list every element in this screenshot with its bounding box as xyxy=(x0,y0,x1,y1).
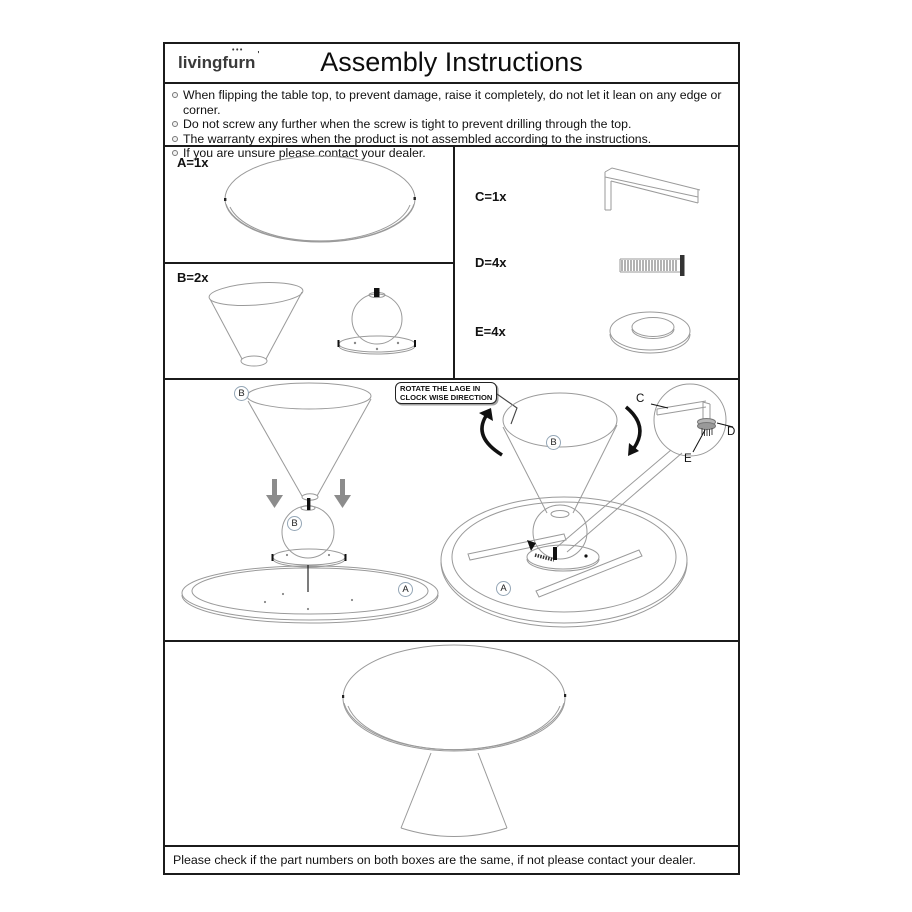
warning-item xyxy=(169,88,732,117)
leg-parts-drawing xyxy=(165,264,453,376)
bullet-icon xyxy=(172,92,178,98)
footer-text: Please check if the part numbers on both boxes are the same, if not please contact your dealer. xyxy=(173,853,696,867)
footer-note xyxy=(165,847,738,873)
warning-text: When flipping the table top, to prevent damage, raise it completely, do not let it lean on any edge or corner. xyxy=(183,88,722,117)
warning-list xyxy=(165,84,738,160)
warning-item xyxy=(169,132,732,147)
part-e-label: E=4x xyxy=(475,324,506,339)
logo-text: livingfurn xyxy=(178,53,256,72)
part-a-cell xyxy=(165,147,453,264)
logo-trademark: ' xyxy=(257,50,260,59)
rotate-instruction-callout xyxy=(395,382,497,404)
instruction-sheet xyxy=(163,42,740,875)
assembly-steps xyxy=(165,380,738,642)
logo-dots-icon: ••• xyxy=(232,47,244,54)
part-b-cell xyxy=(165,264,453,378)
page-title: Assembly Instructions xyxy=(320,47,583,77)
table-top-drawing xyxy=(165,147,453,260)
hardware-parts-drawing xyxy=(455,147,736,376)
assembled-table-drawing xyxy=(165,642,736,843)
assembly-diagram xyxy=(165,380,736,638)
callout-line-1: ROTATE THE LAGE IN xyxy=(400,384,481,393)
warning-text: Do not screw any further when the screw is tight to prevent drilling through the top. xyxy=(183,117,632,131)
warning-item xyxy=(169,117,732,132)
callout-label-d: D xyxy=(727,426,736,438)
callout-label-b: B xyxy=(287,516,302,531)
callout-label-b: B xyxy=(234,386,249,401)
bullet-icon xyxy=(172,136,178,142)
bullet-icon xyxy=(172,121,178,127)
part-b-label: B=2x xyxy=(177,270,209,285)
parts-left-column xyxy=(165,147,455,378)
parts-right-column xyxy=(455,147,738,378)
callout-label-a: A xyxy=(398,582,413,597)
part-a-label: A=1x xyxy=(177,155,209,170)
part-c-label: C=1x xyxy=(475,189,507,204)
parts-section xyxy=(165,147,738,380)
warning-text: If you are unsure please contact your dealer. xyxy=(183,146,426,160)
warning-text: The warranty expires when the product is not assembled according to the instructions. xyxy=(183,131,652,146)
finished-product-section xyxy=(165,642,738,847)
callout-label-e: E xyxy=(684,453,692,465)
callout-label-c: C xyxy=(636,393,645,405)
callout-label-b: B xyxy=(546,435,561,450)
callout-line-2: CLOCK WISE DIRECTION xyxy=(400,393,493,402)
part-d-label: D=4x xyxy=(475,255,507,270)
callout-label-a: A xyxy=(496,581,511,596)
header xyxy=(165,44,738,84)
